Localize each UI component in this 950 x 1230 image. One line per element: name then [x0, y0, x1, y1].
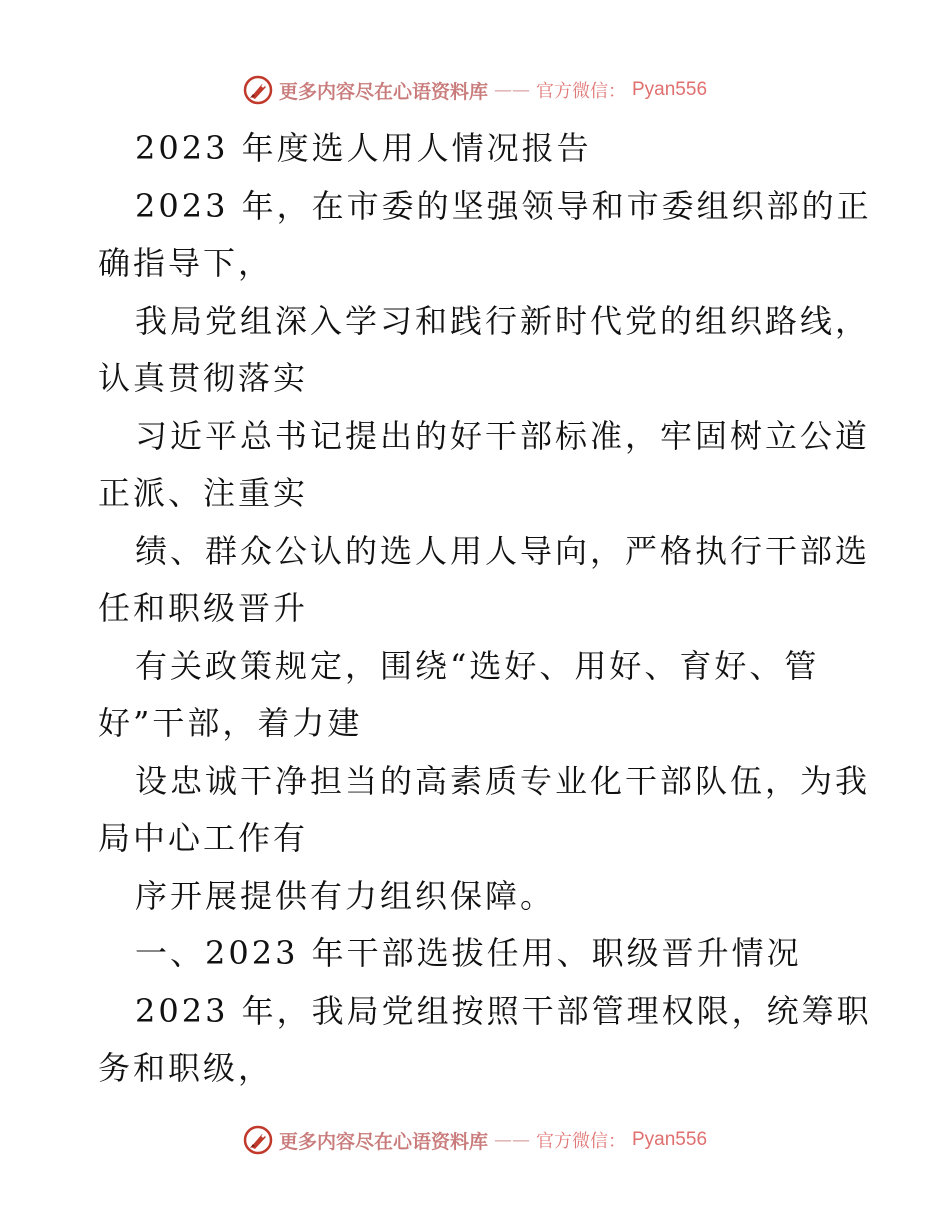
pen-nib-logo-icon: [243, 75, 273, 105]
paragraph-line: 我局党组深入学习和践行新时代党的组织路线，: [135, 301, 871, 340]
pen-nib-logo-icon: [243, 1125, 273, 1155]
watermark-wechat-label: 官方微信：: [536, 81, 626, 102]
paragraph-line: 正派、注重实: [98, 474, 309, 512]
watermark-wechat-id: Pyan556: [632, 1129, 708, 1150]
watermark-wechat-label: 官方微信：: [536, 1131, 626, 1152]
paragraph-line: 局中心工作有: [98, 819, 309, 857]
paragraph-line: 确指导下，: [98, 244, 274, 282]
paragraph-line: 习近平总书记提出的好干部标准，牢固树立公道: [135, 416, 871, 455]
paragraph-line: 好”干部，着力建: [98, 704, 363, 742]
document-body: [98, 120, 872, 1098]
footer-watermark-banner: [0, 1120, 950, 1160]
watermark-dash: ——: [494, 79, 530, 101]
paragraph-line: 2023 年，我局党组按照干部管理权限，统筹职: [135, 991, 872, 1030]
section-heading: 一、2023 年干部选拔任用、职级晋升情况: [135, 934, 802, 972]
header-watermark: [243, 75, 707, 105]
watermark-dash: ——: [494, 1129, 530, 1151]
paragraph-line: 设忠诚干净担当的高素质专业化干部队伍，为我: [135, 761, 871, 800]
paragraph-line: 2023 年，在市委的坚强领导和市委组织部的正: [135, 186, 872, 225]
watermark-text: 更多内容尽在心语资料库: [278, 1130, 488, 1153]
paragraph-line: 绩、群众公认的选人用人导向，严格执行干部选: [135, 531, 871, 570]
paragraph-line: 认真贯彻落实: [98, 359, 309, 397]
watermark-wechat-id: Pyan556: [632, 79, 708, 100]
paragraph-line: 有关政策规定，围绕“选好、用好、育好、管: [135, 646, 820, 685]
watermark-text: 更多内容尽在心语资料库: [278, 80, 488, 103]
paragraph-line: 任和职级晋升: [98, 589, 309, 627]
document-title: 2023 年度选人用人情况报告: [135, 129, 592, 167]
paragraph-line: 务和职级，: [98, 1049, 274, 1087]
header-watermark-banner: [0, 70, 950, 110]
footer-watermark: [243, 1125, 707, 1155]
paragraph-line: 序开展提供有力组织保障。: [135, 876, 556, 915]
